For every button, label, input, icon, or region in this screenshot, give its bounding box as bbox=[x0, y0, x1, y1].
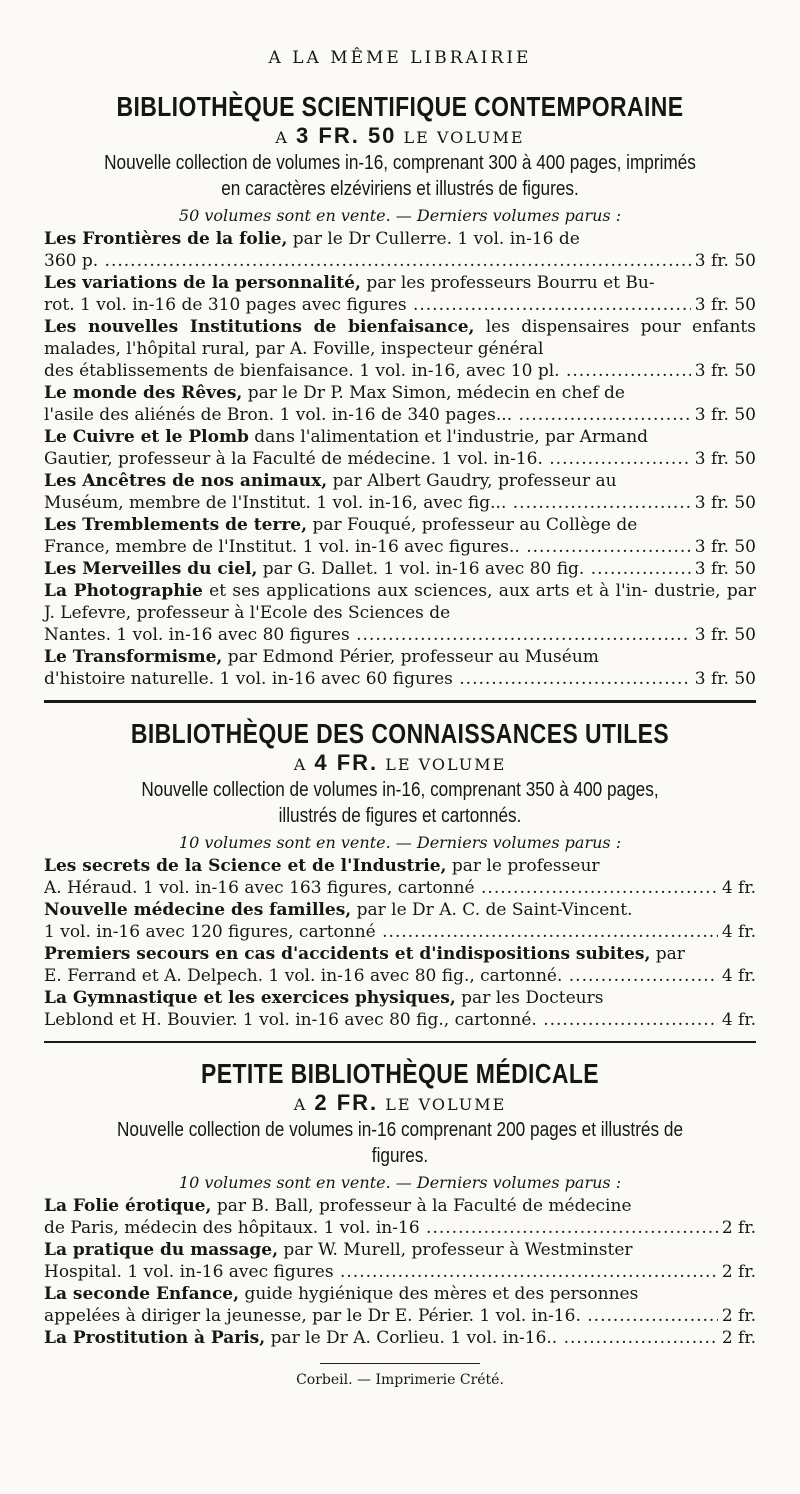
section-price bbox=[44, 751, 756, 777]
entry-text: 1 vol. in-16 avec 120 figures, cartonné ..... bbox=[44, 921, 718, 943]
section-description: en caractères elzéviriens et illustrés de figures. bbox=[221, 178, 579, 200]
entry-last-line bbox=[44, 404, 756, 426]
entry-text: dans l'alimentation et l'industrie, par Armand bbox=[254, 427, 649, 447]
entry-text: des établissements de bienfaisance. 1 vol. in-16, avec 10 pl. ..... bbox=[44, 360, 691, 382]
entry-last-line bbox=[44, 250, 756, 272]
entry-first-line bbox=[44, 855, 756, 877]
section-price bbox=[44, 1091, 756, 1117]
catalog-section bbox=[44, 1057, 756, 1349]
catalog-entry bbox=[44, 514, 756, 558]
entry-price: 3 fr. 50 bbox=[694, 295, 756, 315]
entry-price: 3 fr. 50 bbox=[694, 537, 756, 557]
catalog-entry bbox=[44, 426, 756, 470]
catalog-entry bbox=[44, 272, 756, 316]
entry-last-line bbox=[44, 668, 756, 690]
section-divider bbox=[44, 1041, 756, 1043]
entry-text: par Albert Gaudry, professeur au bbox=[332, 471, 617, 491]
entry-title: Le monde des Rêves, bbox=[44, 383, 243, 403]
entry-title: La Gymnastique et les exercices physiques, bbox=[44, 988, 456, 1008]
entry-text: par le Dr P. Max Simon, médecin en chef de bbox=[247, 383, 625, 403]
catalog-section bbox=[44, 90, 756, 703]
price-suffix: LE VOLUME bbox=[403, 128, 525, 147]
catalog-entry bbox=[44, 580, 756, 646]
entry-title: La Prostitution à Paris, bbox=[44, 1328, 266, 1348]
entry-title: Le Cuivre et le Plomb bbox=[44, 427, 249, 447]
catalog-entry bbox=[44, 855, 756, 899]
catalog-section bbox=[44, 717, 756, 1043]
entry-price: 4 fr. bbox=[721, 922, 756, 942]
entry-text: par le Dr A. Corlieu. 1 vol. in-16.. bbox=[270, 1328, 558, 1348]
entry-text: par W. Murell, professeur à Westminster bbox=[283, 1240, 633, 1260]
section-count: 50 volumes sont en vente. — Derniers volumes parus : bbox=[178, 206, 622, 225]
catalog-entry bbox=[44, 1239, 756, 1283]
catalog-entry bbox=[44, 987, 756, 1031]
section-title: PETITE BIBLIOTHÈQUE MÉDICALE bbox=[200, 1058, 599, 1089]
price-prefix: A bbox=[293, 755, 308, 774]
entry-last-line bbox=[44, 624, 756, 646]
entry-text: Leblond et H. Bouvier. 1 vol. in-16 avec 80 fig., cartonné. ..... bbox=[44, 1009, 718, 1031]
entry-text: appelées à diriger la jeunesse, par le Dr E. Périer. 1 vol. in-16. ..... bbox=[44, 1305, 718, 1327]
entry-price: 4 fr. bbox=[721, 966, 756, 986]
entry-price: 3 fr. 50 bbox=[694, 625, 756, 645]
section-count: 10 volumes sont en vente. — Derniers volumes parus : bbox=[178, 1173, 622, 1192]
catalog-entry bbox=[44, 899, 756, 943]
entry-text: l'asile des aliénés de Bron. 1 vol. in-16 de 340 pages... ..... bbox=[44, 404, 691, 426]
entry-last-line bbox=[44, 1261, 756, 1283]
catalog-entry bbox=[44, 558, 756, 580]
entry-text: par le professeur bbox=[451, 856, 600, 876]
entry-price: 3 fr. 50 bbox=[694, 405, 756, 425]
entry-text: A. Héraud. 1 vol. in-16 avec 163 figures, cartonné ..... bbox=[44, 877, 718, 899]
entry-last-line bbox=[44, 877, 756, 899]
entry-title: La Photographie bbox=[44, 581, 203, 601]
entry-price: 2 fr. bbox=[721, 1218, 756, 1238]
sections-container bbox=[44, 90, 756, 1349]
entry-title: Les nouvelles Institutions de bienfaisance, bbox=[44, 317, 475, 337]
entry-text: par Edmond Périer, professeur au Muséum bbox=[227, 647, 599, 667]
entry-title: Premiers secours en cas d'accidents et d'indispositions subites, bbox=[44, 944, 651, 964]
entry-text: guide hygiénique des mères et des personnes bbox=[244, 1284, 639, 1304]
price-value: 2 FR. bbox=[314, 1090, 379, 1115]
catalog-entry bbox=[44, 1327, 756, 1349]
entry-title: Le Transformisme, bbox=[44, 647, 223, 667]
entry-last-line bbox=[44, 1217, 756, 1239]
entry-price: 3 fr. 50 bbox=[694, 361, 756, 381]
section-divider bbox=[44, 700, 756, 703]
entry-last-line bbox=[44, 558, 756, 580]
entry-title: Les secrets de la Science et de l'Industrie, bbox=[44, 856, 447, 876]
entry-title: La seconde Enfance, bbox=[44, 1284, 240, 1304]
entry-text-wrap bbox=[44, 558, 691, 580]
entry-price: 3 fr. 50 bbox=[694, 449, 756, 469]
catalog-entry bbox=[44, 943, 756, 987]
entry-title: Les Ancêtres de nos animaux, bbox=[44, 471, 328, 491]
entry-text: Muséum, membre de l'Institut. 1 vol. in-16, avec fig... ..... bbox=[44, 492, 691, 514]
entry-text: 360 p. ..... bbox=[44, 250, 691, 272]
price-prefix: A bbox=[293, 1095, 308, 1114]
entry-first-line bbox=[44, 470, 756, 492]
printer-imprint: Corbeil. — Imprimerie Crété. bbox=[296, 1372, 504, 1388]
entry-title: Les variations de la personnalité, bbox=[44, 273, 361, 293]
section-description: Nouvelle collection de volumes in-16, comprenant 300 à 400 pages, imprimés bbox=[104, 152, 696, 174]
entry-text: de Paris, médecin des hôpitaux. 1 vol. in-16 ..... bbox=[44, 1217, 718, 1239]
entry-text: et ses applications aux sciences, aux arts et à l'in- dustrie, par J. Lefevre, professeur à l'Ecole des Sciences de bbox=[44, 581, 756, 623]
entry-title: Les Tremblements de terre, bbox=[44, 515, 308, 535]
entry-first-line bbox=[44, 426, 756, 448]
entry-price: 4 fr. bbox=[721, 1010, 756, 1030]
entry-first-line bbox=[44, 514, 756, 536]
price-suffix: LE VOLUME bbox=[385, 1095, 507, 1114]
catalog-page bbox=[44, 0, 756, 1388]
catalog-entry bbox=[44, 646, 756, 690]
section-title: BIBLIOTHÈQUE SCIENTIFIQUE CONTEMPORAINE bbox=[116, 91, 684, 122]
entry-text: Gautier, professeur à la Faculté de médecine. 1 vol. in-16. ..... bbox=[44, 448, 691, 470]
entry-last-line bbox=[44, 492, 756, 514]
entry-last-line bbox=[44, 921, 756, 943]
section-count: 10 volumes sont en vente. — Derniers volumes parus : bbox=[178, 833, 622, 852]
entry-last-line bbox=[44, 1009, 756, 1031]
entry-last-line bbox=[44, 1305, 756, 1327]
entry-first-line bbox=[44, 316, 756, 360]
entry-title: La Folie érotique, bbox=[44, 1196, 212, 1216]
entry-title: Les Frontières de la folie, bbox=[44, 229, 288, 249]
catalog-entry bbox=[44, 316, 756, 382]
catalog-entry bbox=[44, 1283, 756, 1327]
entry-first-line bbox=[44, 943, 756, 965]
price-value: 4 FR. bbox=[314, 750, 379, 775]
entry-title: La pratique du massage, bbox=[44, 1240, 278, 1260]
entry-text: France, membre de l'Institut. 1 vol. in-16 avec figures.. ..... bbox=[44, 536, 691, 558]
entry-first-line bbox=[44, 228, 756, 250]
catalog-entry bbox=[44, 228, 756, 272]
entry-price: 4 fr. bbox=[721, 878, 756, 898]
entry-first-line bbox=[44, 899, 756, 921]
entry-last-line bbox=[44, 448, 756, 470]
entry-text: par les professeurs Bourru et Bu- bbox=[366, 273, 655, 293]
entry-price: 3 fr. 50 bbox=[694, 251, 756, 271]
entry-price: 2 fr. bbox=[721, 1262, 756, 1282]
entry-price: 2 fr. bbox=[721, 1328, 756, 1348]
entry-text-wrap bbox=[44, 1327, 718, 1349]
entry-price: 3 fr. 50 bbox=[694, 493, 756, 513]
entry-text: par G. Dallet. 1 vol. in-16 avec 80 fig. bbox=[262, 559, 585, 579]
footer-rule bbox=[320, 1363, 480, 1364]
entry-first-line bbox=[44, 1195, 756, 1217]
entry-text: par les Docteurs bbox=[461, 988, 604, 1008]
catalog-entry bbox=[44, 382, 756, 426]
entry-first-line bbox=[44, 1239, 756, 1261]
entry-text: Nantes. 1 vol. in-16 avec 80 figures ..... bbox=[44, 624, 691, 646]
entry-first-line bbox=[44, 382, 756, 404]
entry-text: E. Ferrand et A. Delpech. 1 vol. in-16 avec 80 fig., cartonné. ..... bbox=[44, 965, 718, 987]
entry-text: par B. Ball, professeur à la Faculté de médecine bbox=[216, 1196, 632, 1216]
entry-first-line bbox=[44, 272, 756, 294]
section-title: BIBLIOTHÈQUE DES CONNAISSANCES UTILES bbox=[130, 718, 670, 749]
entry-last-line bbox=[44, 965, 756, 987]
entry-text: Hospital. 1 vol. in-16 avec figures ..... bbox=[44, 1261, 718, 1283]
catalog-entry bbox=[44, 1195, 756, 1239]
entry-price: 2 fr. bbox=[721, 1306, 756, 1326]
entry-text: par le Dr Cullerre. 1 vol. in-16 de bbox=[292, 229, 580, 249]
catalog-entry bbox=[44, 470, 756, 514]
section-description: Nouvelle collection de volumes in-16 comprenant 200 pages et illustrés de figures. bbox=[116, 1119, 684, 1167]
section-description: illustrés de figures et cartonnés. bbox=[278, 805, 522, 827]
entry-first-line bbox=[44, 1283, 756, 1305]
section-price bbox=[44, 124, 756, 150]
entry-title: Les Merveilles du ciel, bbox=[44, 559, 258, 579]
price-prefix: A bbox=[275, 128, 289, 147]
entry-last-line bbox=[44, 294, 756, 316]
entry-text: les dispensaires pour enfants malades, l'hôpital rural, par A. Foville, inspecteur général bbox=[44, 317, 756, 359]
entry-last-line bbox=[44, 536, 756, 558]
entry-text: par Fouqué, professeur au Collège de bbox=[312, 515, 638, 535]
entry-first-line bbox=[44, 580, 756, 624]
price-value: 3 FR. 50 bbox=[296, 123, 397, 148]
entry-first-line bbox=[44, 987, 756, 1009]
entry-text: d'histoire naturelle. 1 vol. in-16 avec 60 figures ..... bbox=[44, 668, 691, 690]
entry-title: Nouvelle médecine des familles, bbox=[44, 900, 352, 920]
entry-text: rot. 1 vol. in-16 de 310 pages avec figures ..... bbox=[44, 294, 691, 316]
entry-first-line bbox=[44, 646, 756, 668]
entry-last-line bbox=[44, 1327, 756, 1349]
section-description: Nouvelle collection de volumes in-16, comprenant 350 à 400 pages, bbox=[141, 779, 659, 801]
entry-last-line bbox=[44, 360, 756, 382]
price-suffix: LE VOLUME bbox=[385, 755, 507, 774]
entry-text: par le Dr A. C. de Saint-Vincent. bbox=[356, 900, 633, 920]
library-header: A LA MÊME LIBRAIRIE bbox=[268, 48, 532, 68]
entry-price: 3 fr. 50 bbox=[694, 669, 756, 689]
entry-price: 3 fr. 50 bbox=[694, 559, 756, 579]
entry-text: par bbox=[655, 944, 685, 964]
